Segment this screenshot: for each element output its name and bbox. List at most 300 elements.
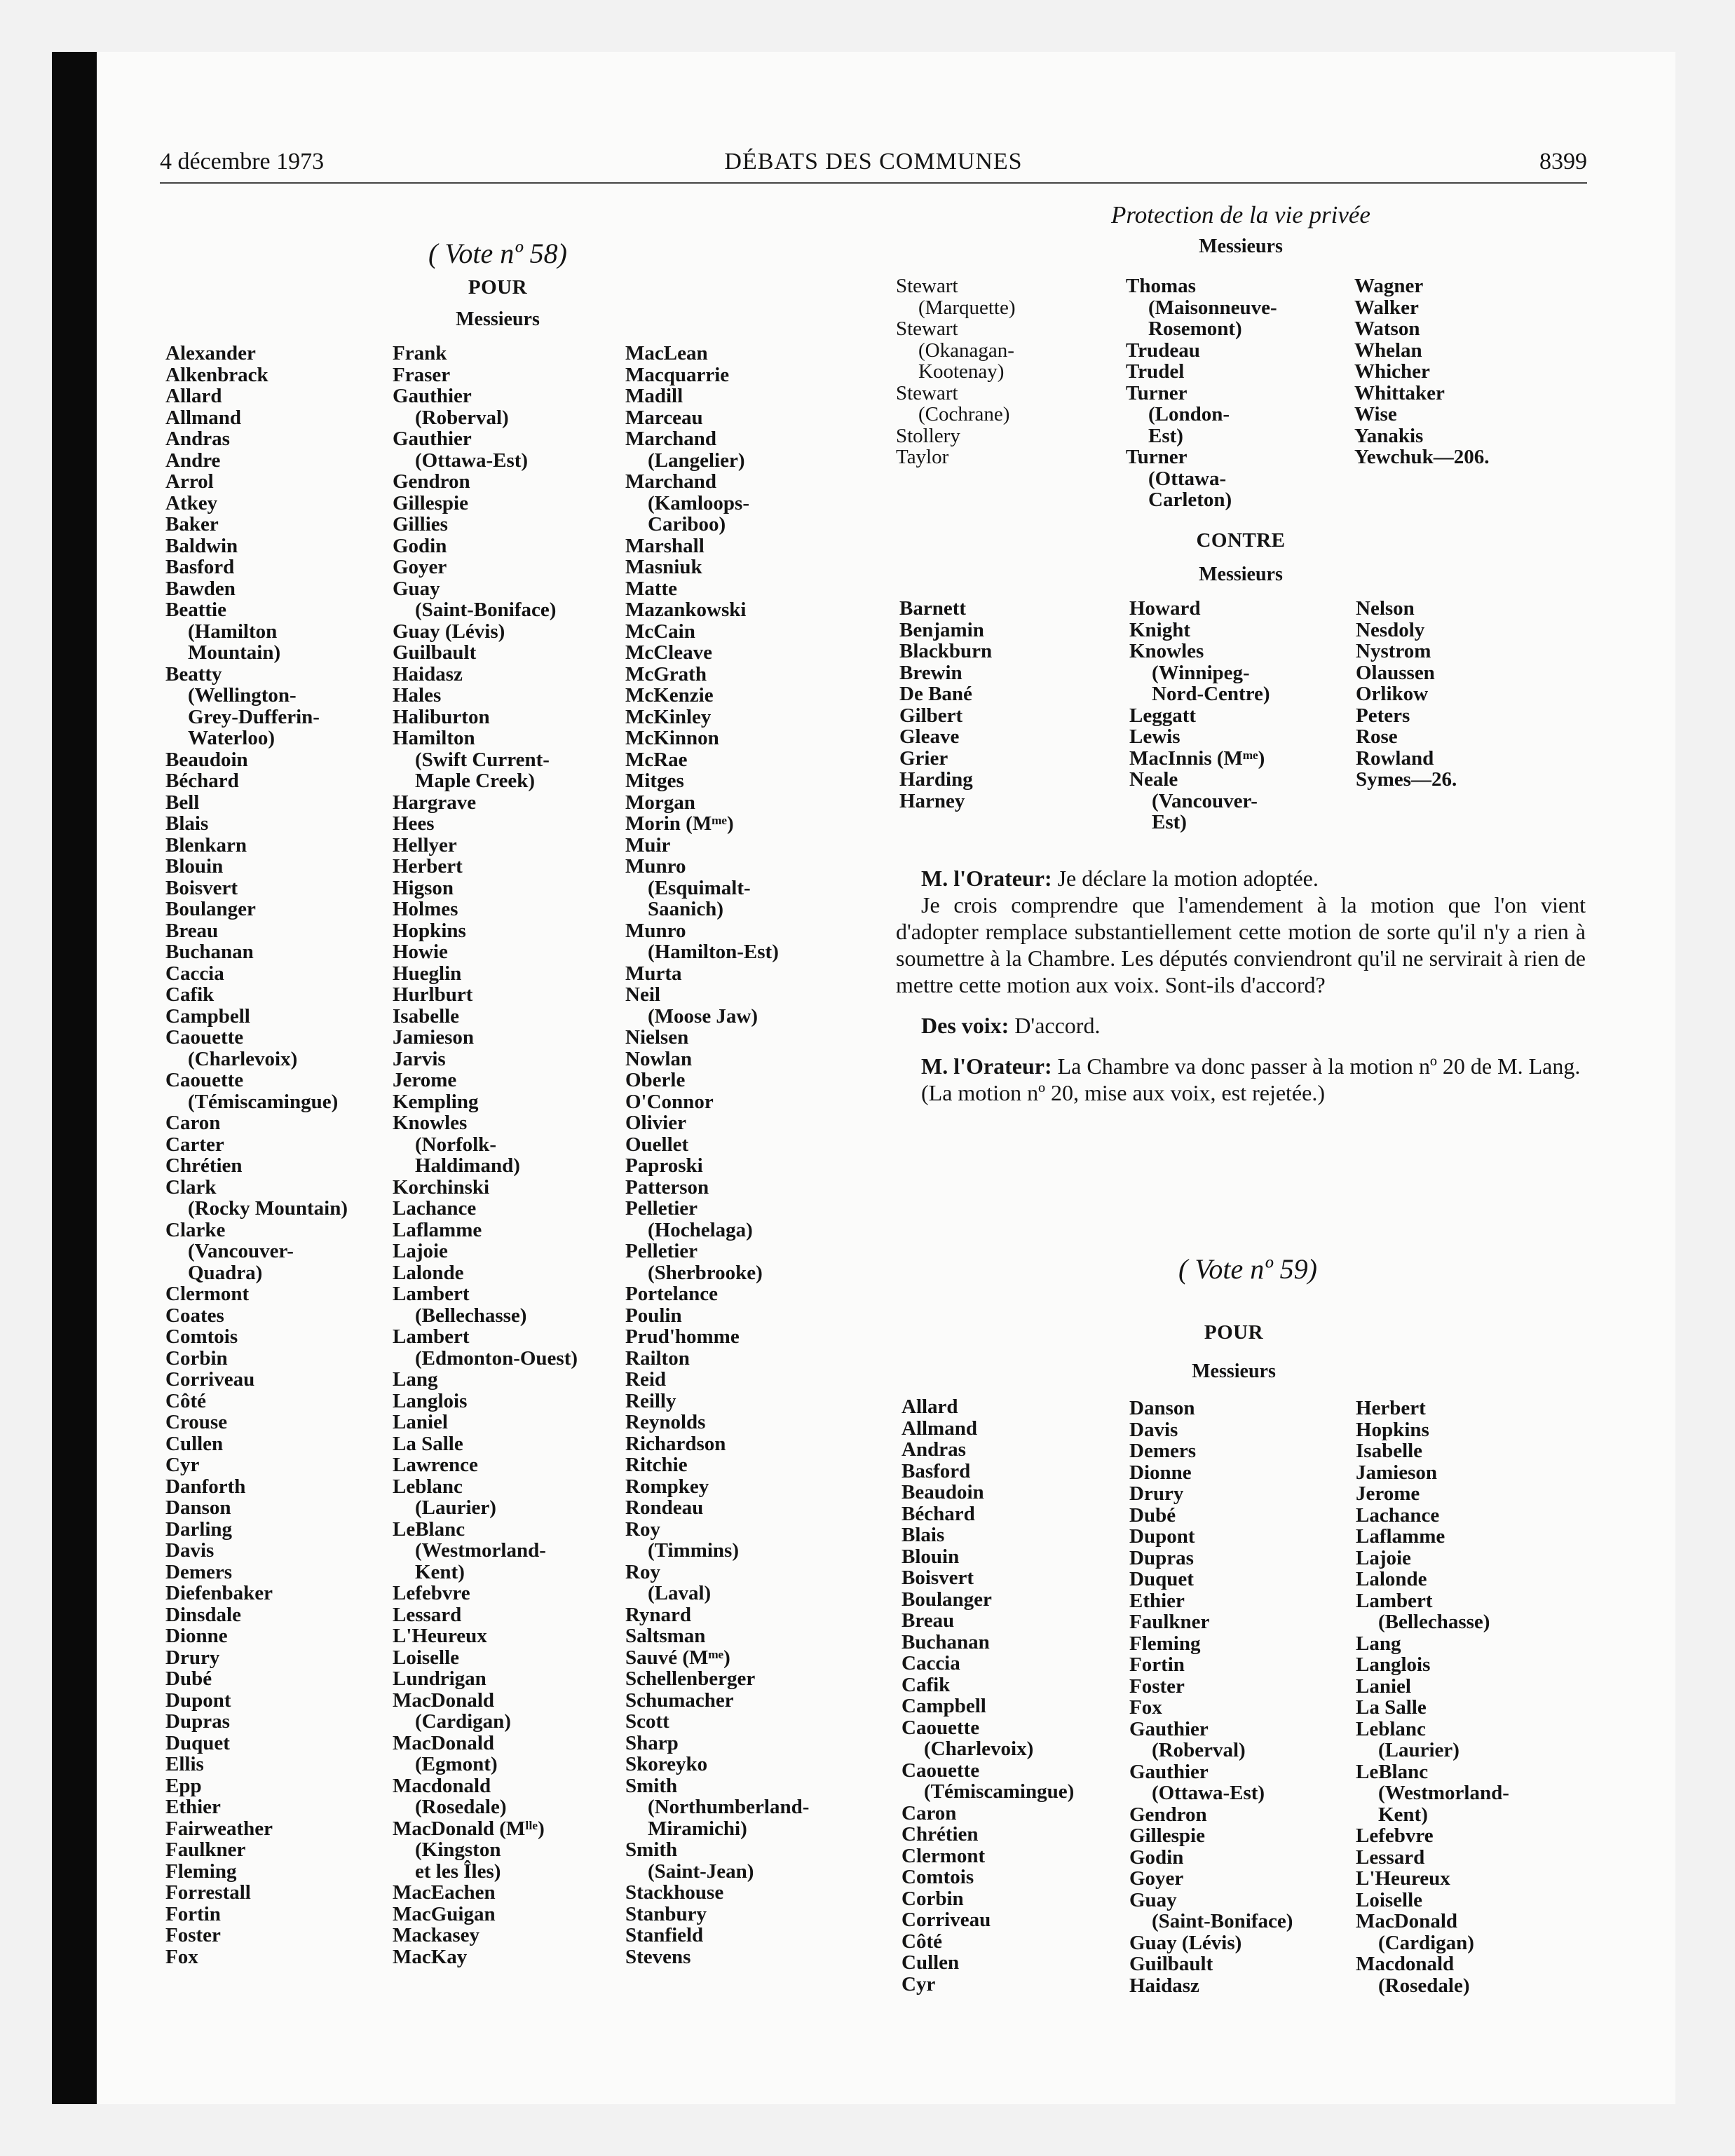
body-paragraph: Je crois comprendre que l'amendement à la motion que l'on vient d'adopter remplace substantiellement cette motion de sorte qu'il n'y a rien à soumettre à la Chambre. Les députés conviendront qu'il ne servirait à rien de mettre cette motion aux voix. Sont-ils d'accord? xyxy=(896,892,1586,997)
member-name: Beattie xyxy=(165,599,226,621)
member-name: Blouin xyxy=(165,855,224,878)
member-name: Bawden xyxy=(165,577,236,600)
member-name: Ethier xyxy=(165,1796,221,1818)
member-name: Whittaker xyxy=(1354,381,1445,404)
member-name: (Témiscamingue) xyxy=(188,1090,339,1113)
member-name: MacLean xyxy=(625,342,708,364)
member-name: Allmand xyxy=(165,406,241,429)
member-name: (Cardigan) xyxy=(1378,1931,1474,1954)
member-name: Guay (Lévis) xyxy=(1129,1931,1242,1954)
member-name: Rowland xyxy=(1356,746,1434,770)
member-name: Cafik xyxy=(901,1673,951,1696)
member-name: Boulanger xyxy=(901,1588,992,1611)
member-name: Forrestall xyxy=(165,1881,251,1904)
member-name: (Kamloops- xyxy=(648,491,749,514)
member-name: La Salle xyxy=(393,1432,463,1455)
vote58-column-3 xyxy=(625,343,809,1967)
member-name: MacGuigan xyxy=(393,1902,496,1925)
vote59-title: ( Vote nº 59) xyxy=(1178,1253,1317,1285)
member-name: Clark xyxy=(165,1175,217,1199)
member-name: (Kingston xyxy=(415,1838,501,1861)
member-name: (Rosedale) xyxy=(1378,1974,1470,1997)
member-name: Allard xyxy=(165,385,222,407)
member-name: Basford xyxy=(901,1459,971,1482)
member-name: Dubé xyxy=(165,1667,212,1690)
member-name: Foster xyxy=(165,1924,221,1946)
member-name: La Salle xyxy=(1356,1696,1427,1719)
member-name: Blais xyxy=(165,812,209,835)
member-name: Beatty xyxy=(165,662,222,685)
member-name: Darling xyxy=(165,1517,233,1541)
member-name: MacKay xyxy=(393,1945,468,1968)
member-name: Wagner xyxy=(1354,275,1424,297)
member-name: Baldwin xyxy=(165,534,238,557)
member-name: Rompkey xyxy=(625,1475,709,1498)
member-name: Stollery xyxy=(896,424,960,447)
member-name: Dupras xyxy=(1129,1546,1194,1569)
voices-label: Des voix: xyxy=(921,1013,1009,1038)
member-name: Isabelle xyxy=(393,1004,460,1028)
vote59-messieurs: Messieurs xyxy=(1192,1360,1276,1382)
member-name: Masniuk xyxy=(625,556,702,578)
member-name: MacInnis (Mᵐᵉ) xyxy=(1129,746,1265,770)
member-name: Hopkins xyxy=(1356,1418,1429,1441)
member-name: Loiselle xyxy=(1356,1888,1423,1911)
member-name: Trudeau xyxy=(1126,339,1200,362)
speaker-text: La Chambre va donc passer à la motion nº 20 de M. Lang. xyxy=(1057,1053,1581,1079)
member-name: Scott xyxy=(625,1710,669,1733)
member-name: Matte xyxy=(625,577,678,600)
member-name: Drury xyxy=(1129,1482,1184,1505)
member-name: (Hochelaga) xyxy=(648,1218,753,1241)
member-name: Basford xyxy=(165,556,235,578)
member-name: Reynolds xyxy=(625,1411,706,1433)
privacy-contre-heading: CONTRE xyxy=(1196,529,1286,552)
member-name: Atkey xyxy=(165,491,218,514)
member-name: Oberle xyxy=(625,1069,686,1091)
privacy-pour-column-2 xyxy=(1126,275,1277,511)
member-name: Epp xyxy=(165,1774,202,1797)
member-name: Allard xyxy=(901,1396,958,1418)
member-name: Turner xyxy=(1126,446,1188,468)
member-name: Jerome xyxy=(1356,1482,1420,1505)
member-name: (Ottawa- xyxy=(1148,467,1227,490)
member-name: Clermont xyxy=(165,1283,250,1305)
member-name: Guay (Lévis) xyxy=(393,620,505,643)
member-name: LeBlanc xyxy=(393,1517,465,1541)
member-name: Blackburn xyxy=(899,640,993,662)
member-name: (Maisonneuve- xyxy=(1148,296,1277,319)
member-name: Stewart xyxy=(896,318,958,340)
member-name: Hurlburt xyxy=(393,983,473,1006)
member-name: McRae xyxy=(625,748,688,771)
member-name: Peters xyxy=(1356,704,1410,727)
member-name: Stanfield xyxy=(625,1924,704,1946)
member-name: Laniel xyxy=(393,1411,448,1433)
member-name: MacDonald xyxy=(393,1731,494,1754)
member-name: McKenzie xyxy=(625,684,714,707)
privacy-contre-column-1 xyxy=(899,598,992,812)
member-name: Wise xyxy=(1354,403,1397,425)
member-name: Whelan xyxy=(1354,339,1422,362)
member-name: Lambert xyxy=(393,1325,470,1348)
member-name: Fox xyxy=(165,1945,198,1968)
member-name: Knowles xyxy=(1129,640,1204,662)
member-name: Caccia xyxy=(165,962,224,985)
member-name: Lundrigan xyxy=(393,1667,487,1690)
privacy-messieurs: Messieurs xyxy=(1199,236,1283,257)
member-name: Hamilton xyxy=(393,727,475,749)
member-name: L'Heureux xyxy=(393,1625,487,1647)
member-name: Orlikow xyxy=(1356,683,1429,705)
member-name: Lessard xyxy=(1356,1845,1425,1869)
member-name: Duquet xyxy=(165,1731,230,1754)
member-name: Rose xyxy=(1356,725,1398,748)
member-name: Gillespie xyxy=(1129,1824,1205,1847)
member-name: Reid xyxy=(625,1368,666,1391)
member-name: Demers xyxy=(1129,1440,1197,1462)
member-name: Mackasey xyxy=(393,1924,480,1946)
member-name: (Northumberland- xyxy=(648,1796,810,1818)
member-name: Benjamin xyxy=(899,618,984,641)
member-name: Corriveau xyxy=(165,1368,255,1391)
member-name: Stackhouse xyxy=(625,1881,724,1904)
member-name: Hargrave xyxy=(393,791,477,814)
member-name: Gendron xyxy=(1129,1803,1207,1826)
member-name: Lefebvre xyxy=(1356,1824,1434,1847)
member-name: Railton xyxy=(625,1346,690,1370)
member-name: McKinley xyxy=(625,705,712,728)
member-name: LeBlanc xyxy=(1356,1760,1429,1783)
member-name: Olaussen xyxy=(1356,661,1435,684)
member-name: Hales xyxy=(393,684,442,707)
member-name: Marshall xyxy=(625,534,705,557)
member-name: Buchanan xyxy=(901,1630,990,1653)
member-name: Marchand xyxy=(625,428,716,450)
member-name: Kent) xyxy=(1378,1803,1428,1826)
member-name: Godin xyxy=(1129,1845,1184,1869)
vote59-column-2 xyxy=(1129,1398,1293,1996)
member-name: (Saint-Jean) xyxy=(648,1860,754,1883)
member-name: Neil xyxy=(625,983,660,1006)
member-name: Trudel xyxy=(1126,360,1185,383)
member-name: Côté xyxy=(165,1389,206,1412)
member-name: Korchinski xyxy=(393,1175,490,1199)
member-name: Kent) xyxy=(415,1560,465,1583)
member-name: Andre xyxy=(165,449,221,472)
member-name: Lessard xyxy=(393,1603,462,1626)
member-name: Diefenbaker xyxy=(165,1582,273,1604)
member-name: Gleave xyxy=(899,725,960,748)
vote58-pour-heading: POUR xyxy=(468,276,528,299)
member-name: Allmand xyxy=(901,1417,977,1440)
member-name: Muir xyxy=(625,833,671,857)
speaker-label: M. l'Orateur: xyxy=(921,1053,1052,1079)
member-name: McGrath xyxy=(625,662,707,685)
member-name: Nesdoly xyxy=(1356,618,1425,641)
member-name: Walker xyxy=(1354,296,1419,319)
member-name: Harding xyxy=(899,768,973,791)
member-name: (Cochrane) xyxy=(918,403,1010,425)
member-name: (Roberval) xyxy=(415,406,509,429)
member-name: Mazankowski xyxy=(625,599,747,621)
member-name: Patterson xyxy=(625,1175,709,1199)
member-name: Arrol xyxy=(165,470,214,493)
member-name: Cyr xyxy=(901,1972,936,1995)
member-name: Goyer xyxy=(1129,1867,1184,1890)
member-name: Dupont xyxy=(165,1688,231,1712)
member-name: Est) xyxy=(1148,424,1183,447)
member-name: Rynard xyxy=(625,1603,692,1626)
member-name: (Saint-Boniface) xyxy=(415,599,557,621)
vote59-column-3 xyxy=(1356,1398,1509,1996)
member-name: Cafik xyxy=(165,983,215,1006)
member-name: (Vancouver- xyxy=(188,1240,294,1262)
member-name: Isabelle xyxy=(1356,1440,1423,1462)
header-title: DÉBATS DES COMMUNES xyxy=(724,149,1023,175)
member-name: Chrétien xyxy=(165,1154,243,1177)
member-name: Jamieson xyxy=(1356,1461,1437,1484)
member-name: Yewchuk—206. xyxy=(1354,446,1490,468)
member-name: Haidasz xyxy=(1129,1974,1199,1997)
privacy-contre-messieurs: Messieurs xyxy=(1199,564,1283,585)
speaker-text: Je déclare la motion adoptée. xyxy=(1057,866,1319,891)
member-name: Dupont xyxy=(1129,1525,1195,1548)
member-name: Stevens xyxy=(625,1945,691,1968)
member-name: Danforth xyxy=(165,1475,246,1498)
debate-text xyxy=(896,865,1586,1106)
member-name: Kempling xyxy=(393,1090,479,1113)
member-name: Béchard xyxy=(165,770,239,792)
member-name: Lawrence xyxy=(393,1454,478,1476)
member-name: Lefebvre xyxy=(393,1582,470,1604)
member-name: Lambert xyxy=(1356,1589,1433,1612)
member-name: (Vancouver- xyxy=(1152,789,1258,812)
member-name: Grier xyxy=(899,746,948,770)
member-name: Andras xyxy=(901,1438,966,1461)
member-name: Carter xyxy=(165,1133,224,1156)
member-name: (Winnipeg- xyxy=(1152,661,1250,684)
member-name: Rosemont) xyxy=(1148,318,1242,340)
member-name: Stanbury xyxy=(625,1902,707,1925)
member-name: Drury xyxy=(165,1646,220,1669)
member-name: (Egmont) xyxy=(415,1753,498,1775)
member-name: Haliburton xyxy=(393,705,490,728)
voices-paragraph xyxy=(896,1012,1586,1039)
member-name: Schellenberger xyxy=(625,1667,756,1690)
member-name: Andras xyxy=(165,428,230,450)
member-name: Demers xyxy=(165,1560,233,1583)
member-name: Faulkner xyxy=(165,1838,246,1861)
member-name: Caouette xyxy=(165,1026,244,1049)
member-name: Lewis xyxy=(1129,725,1181,748)
speaker-paragraph-1 xyxy=(896,865,1586,892)
member-name: Lang xyxy=(1356,1632,1401,1655)
member-name: O'Connor xyxy=(625,1090,714,1113)
member-name: Miramichi) xyxy=(648,1817,747,1840)
member-name: Taylor xyxy=(896,446,949,468)
member-name: Gauthier xyxy=(393,385,472,407)
member-name: Nord-Centre) xyxy=(1152,683,1270,705)
member-name: Fox xyxy=(1129,1696,1162,1719)
member-name: Ethier xyxy=(1129,1589,1185,1612)
member-name: Stewart xyxy=(896,381,958,404)
member-name: Caccia xyxy=(901,1652,960,1674)
member-name: Fraser xyxy=(393,363,451,386)
member-name: Campbell xyxy=(165,1004,250,1028)
member-name: Munro xyxy=(625,919,686,942)
member-name: Haidasz xyxy=(393,662,463,685)
member-name: Carleton) xyxy=(1148,489,1232,511)
member-name: Lalonde xyxy=(1356,1568,1427,1590)
member-name: Dionne xyxy=(165,1625,228,1647)
member-name: MacEachen xyxy=(393,1881,496,1904)
member-name: Duquet xyxy=(1129,1568,1194,1590)
member-name: Howie xyxy=(393,941,448,963)
member-name: Poulin xyxy=(625,1304,682,1327)
member-name: Leblanc xyxy=(1356,1717,1426,1740)
member-name: Barnett xyxy=(899,597,967,620)
member-name: Pelletier xyxy=(625,1197,698,1220)
member-name: McCain xyxy=(625,620,695,643)
member-name: Corbin xyxy=(165,1346,228,1370)
member-name: Nelson xyxy=(1356,597,1415,620)
member-name: Marceau xyxy=(625,406,703,429)
member-name: Frank xyxy=(393,342,447,364)
member-name: (Esquimalt- xyxy=(648,876,751,899)
member-name: Laniel xyxy=(1356,1674,1411,1698)
member-name: Morin (Mᵐᵉ) xyxy=(625,812,734,835)
member-name: Macquarrie xyxy=(625,363,730,386)
member-name: Smith xyxy=(625,1774,678,1797)
member-name: Dinsdale xyxy=(165,1603,241,1626)
header-date: 4 décembre 1973 xyxy=(160,149,325,175)
member-name: Whicher xyxy=(1354,360,1430,383)
member-name: L'Heureux xyxy=(1356,1867,1450,1890)
member-name: Dionne xyxy=(1129,1461,1192,1484)
member-name: Lalonde xyxy=(393,1261,464,1284)
member-name: (Laval) xyxy=(648,1582,712,1604)
member-name: Watson xyxy=(1354,318,1420,340)
member-name: Alkenbrack xyxy=(165,363,268,386)
member-name: Côté xyxy=(901,1930,942,1953)
member-name: Munro xyxy=(625,855,686,878)
member-name: Godin xyxy=(393,534,447,557)
member-name: Jamieson xyxy=(393,1026,474,1049)
member-name: Knight xyxy=(1129,618,1191,641)
member-name: Cullen xyxy=(165,1432,224,1455)
member-name: Leblanc xyxy=(393,1475,463,1498)
member-name: (Swift Current- xyxy=(415,748,550,771)
member-name: Murta xyxy=(625,962,682,985)
member-name: et les Îles) xyxy=(415,1860,501,1883)
member-name: Stewart xyxy=(896,275,958,297)
member-name: Caron xyxy=(901,1801,957,1824)
member-name: Harney xyxy=(899,789,965,812)
member-name: Roy xyxy=(625,1517,660,1541)
member-name: Herbert xyxy=(1356,1397,1426,1419)
member-name: Morgan xyxy=(625,791,695,814)
member-name: Holmes xyxy=(393,898,458,920)
member-name: (Edmonton-Ouest) xyxy=(415,1346,578,1370)
member-name: (Rocky Mountain) xyxy=(188,1197,348,1220)
member-name: Boisvert xyxy=(165,876,238,899)
member-name: Smith xyxy=(625,1838,678,1861)
member-name: Chrétien xyxy=(901,1823,979,1845)
member-name: Breau xyxy=(901,1609,955,1632)
member-name: Marchand xyxy=(625,470,716,493)
member-name: Lachance xyxy=(1356,1503,1440,1527)
member-name: (Westmorland- xyxy=(415,1539,546,1562)
member-name: (Timmins) xyxy=(648,1539,739,1562)
member-name: Fortin xyxy=(1129,1653,1185,1676)
member-name: Kootenay) xyxy=(918,360,1005,383)
scan-edge-shadow xyxy=(52,52,97,2104)
member-name: Portelance xyxy=(625,1283,719,1305)
member-name: Fleming xyxy=(1129,1632,1201,1655)
member-name: McKinnon xyxy=(625,727,719,749)
member-name: Caron xyxy=(165,1112,221,1134)
member-name: Lajoie xyxy=(393,1240,448,1262)
member-name: Cullen xyxy=(901,1951,960,1974)
vote58-column-2 xyxy=(393,343,578,1967)
member-name: Pelletier xyxy=(625,1240,698,1262)
member-name: Olivier xyxy=(625,1112,686,1134)
member-name: Langlois xyxy=(1356,1653,1431,1676)
member-name: Skoreyko xyxy=(625,1753,708,1775)
member-name: (Marquette) xyxy=(918,296,1016,319)
member-name: Prud'homme xyxy=(625,1325,740,1348)
member-name: Neale xyxy=(1129,768,1178,791)
member-name: MacDonald xyxy=(1356,1910,1457,1932)
member-name: (Hamilton xyxy=(188,620,278,643)
member-name: Loiselle xyxy=(393,1646,460,1669)
member-name: Jarvis xyxy=(393,1047,446,1070)
member-name: Madill xyxy=(625,385,683,407)
member-name: Knowles xyxy=(393,1112,468,1134)
page-header xyxy=(160,147,1587,184)
member-name: Roy xyxy=(625,1560,660,1583)
speaker-paragraph-2 xyxy=(896,1053,1586,1079)
member-name: Jerome xyxy=(393,1069,457,1091)
member-name: Quadra) xyxy=(188,1261,263,1284)
member-name: (Okanagan- xyxy=(918,339,1014,362)
member-name: (Laurier) xyxy=(1378,1739,1460,1761)
member-name: Davis xyxy=(1129,1418,1178,1441)
member-name: (Norfolk- xyxy=(415,1133,496,1156)
member-name: Langlois xyxy=(393,1389,468,1412)
member-name: Howard xyxy=(1129,597,1201,620)
member-name: Caouette xyxy=(901,1716,980,1739)
voices-text: D'accord. xyxy=(1014,1013,1101,1038)
member-name: Gendron xyxy=(393,470,470,493)
member-name: Herbert xyxy=(393,855,463,878)
member-name: Fortin xyxy=(165,1902,221,1925)
member-name: Corbin xyxy=(901,1887,964,1910)
member-name: Davis xyxy=(165,1539,215,1562)
member-name: Sharp xyxy=(625,1731,679,1754)
member-name: Comtois xyxy=(165,1325,238,1348)
member-name: Lachance xyxy=(393,1197,477,1220)
member-name: Sauvé (Mᵐᵉ) xyxy=(625,1646,730,1669)
member-name: Baker xyxy=(165,513,219,535)
member-name: Boulanger xyxy=(165,898,256,920)
member-name: Ouellet xyxy=(625,1133,689,1156)
member-name: Clermont xyxy=(901,1844,986,1867)
member-name: Caouette xyxy=(165,1069,244,1091)
member-name: Fairweather xyxy=(165,1817,273,1840)
member-name: Guay xyxy=(1129,1888,1177,1911)
